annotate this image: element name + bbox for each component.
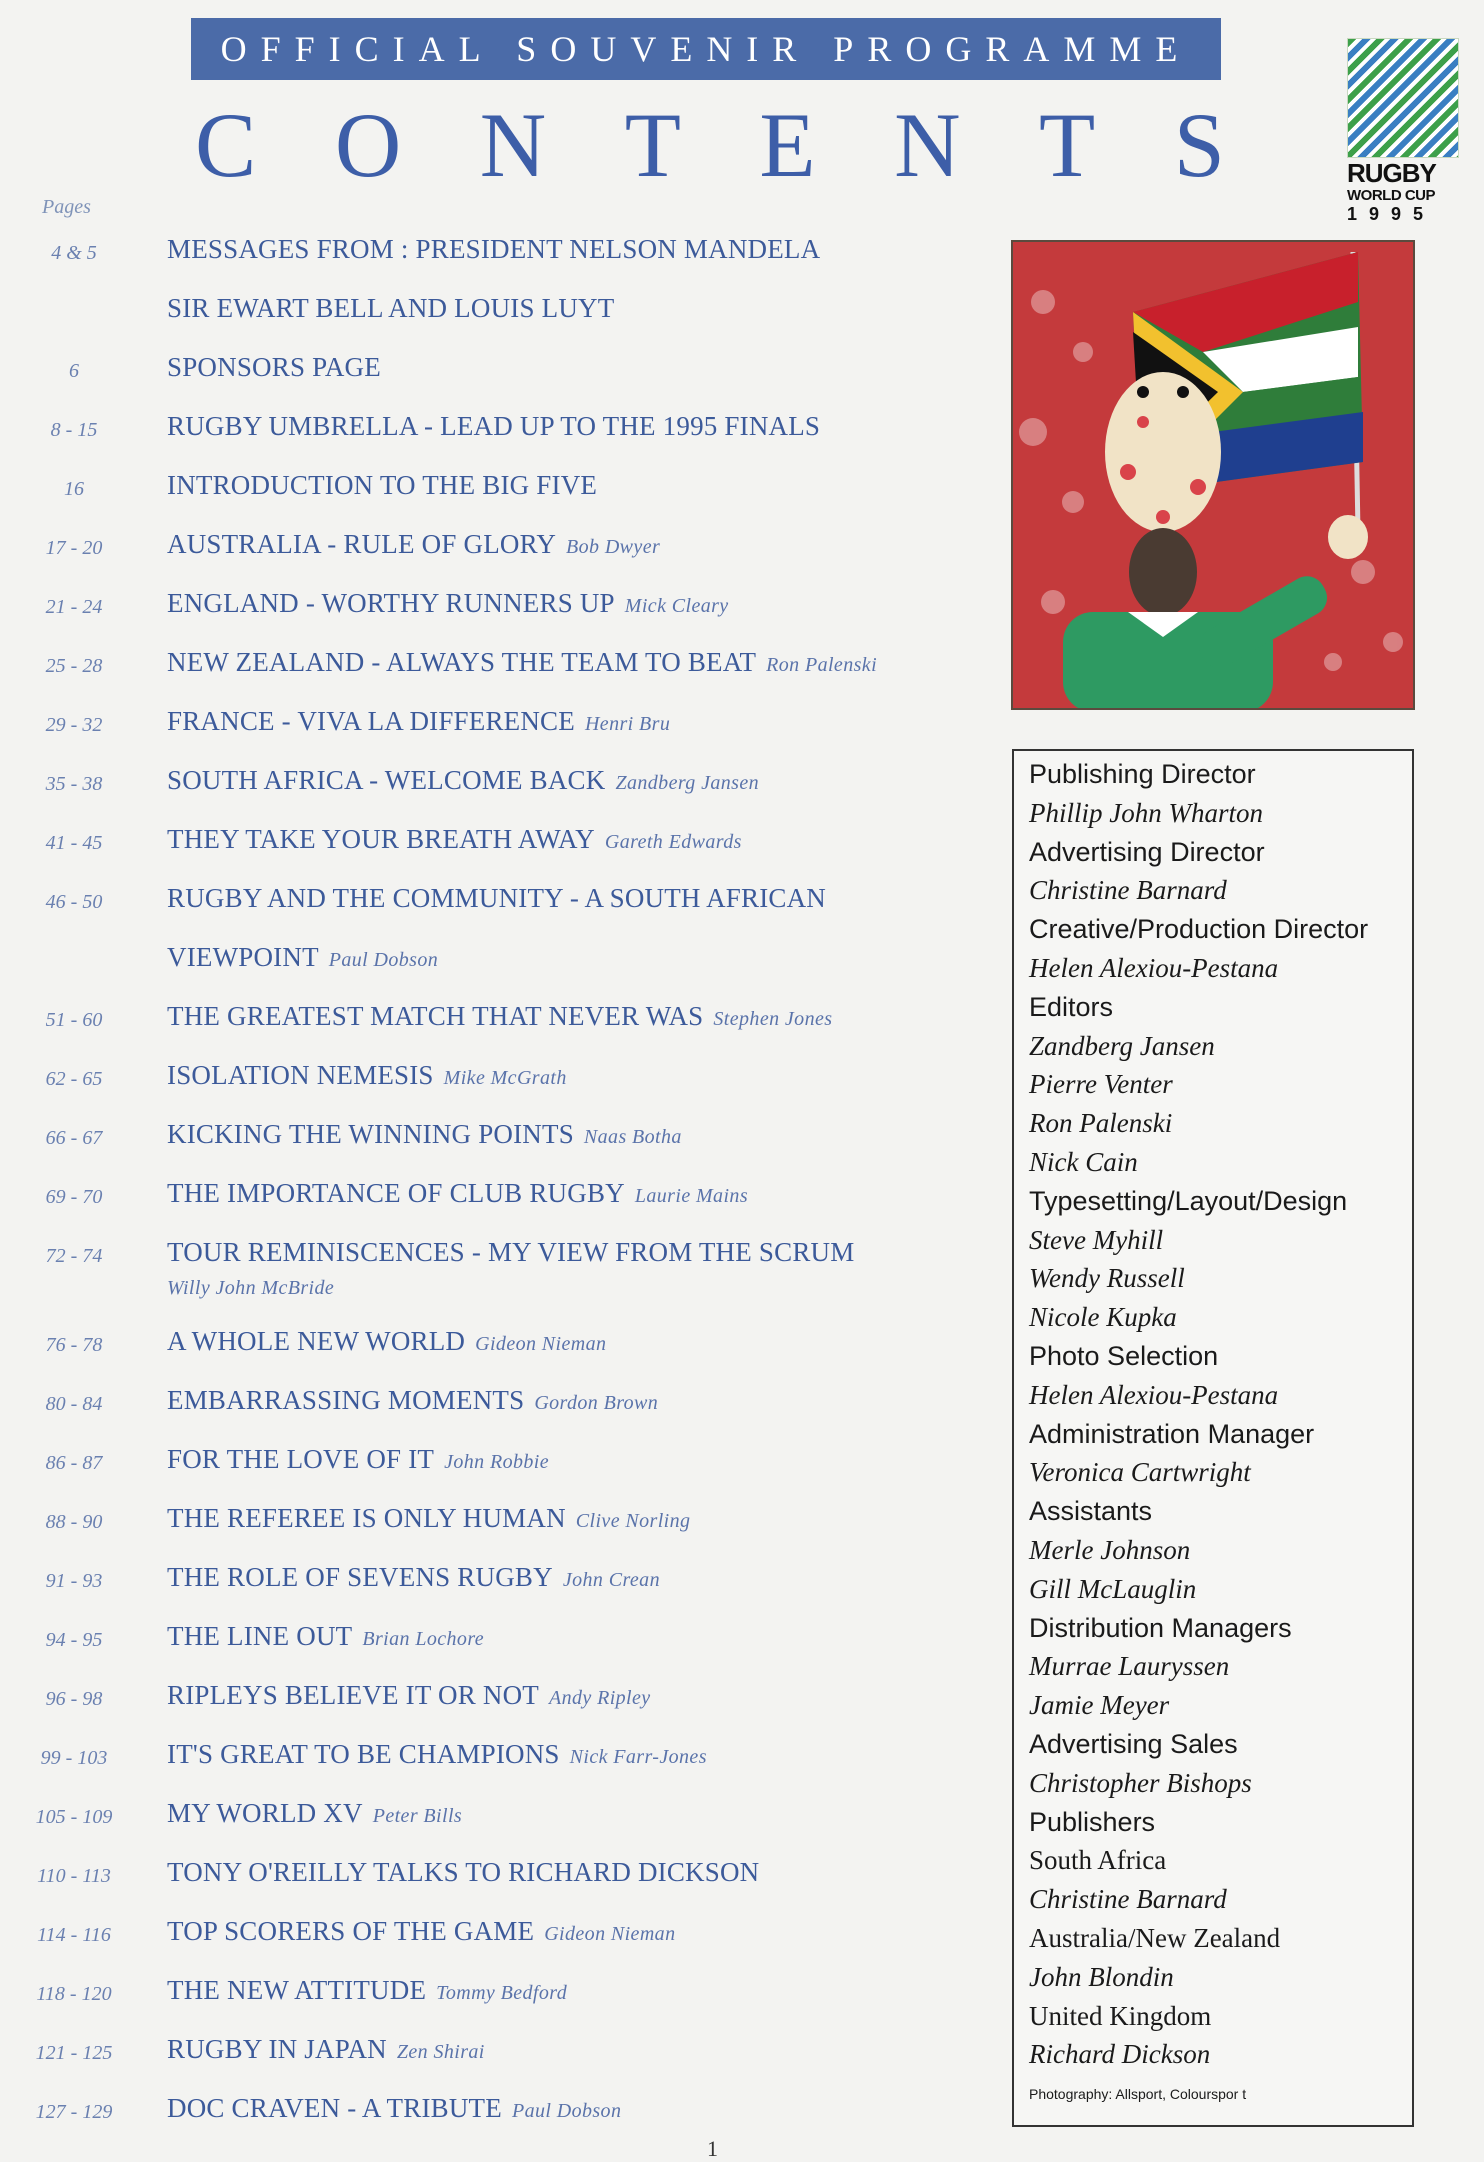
heading-letter: S xyxy=(1173,94,1225,196)
toc-title-text: THEY TAKE YOUR BREATH AWAY xyxy=(167,824,595,854)
toc-article-title xyxy=(167,588,729,619)
toc-title-text: SIR EWART BELL AND LOUIS LUYT xyxy=(167,293,615,323)
credit-name: Christine Barnard xyxy=(1029,875,1227,906)
toc-author: Andy Ripley xyxy=(548,1687,651,1709)
contents-heading xyxy=(195,92,1225,198)
toc-title-text: FRANCE - VIVA LA DIFFERENCE xyxy=(167,706,575,736)
heading-letter: E xyxy=(759,94,816,196)
toc-page-range: 86 - 87 xyxy=(45,1452,103,1474)
toc-author: Stephen Jones xyxy=(713,1008,833,1030)
toc-title-text: INTRODUCTION TO THE BIG FIVE xyxy=(167,470,598,500)
toc-article-title xyxy=(167,1237,854,1268)
toc-title-text: THE GREATEST MATCH THAT NEVER WAS xyxy=(167,1001,704,1031)
toc-author: Zen Shirai xyxy=(396,2041,485,2063)
toc-page-range: 6 xyxy=(69,360,79,382)
credit-name: Nicole Kupka xyxy=(1029,1302,1177,1333)
credit-role: Editors xyxy=(1029,991,1114,1022)
toc-author: Ron Palenski xyxy=(766,654,878,676)
toc-page-range: 35 - 38 xyxy=(45,773,103,795)
toc-title-text: RUGBY AND THE COMMUNITY - A SOUTH AFRICAN xyxy=(167,883,827,913)
credit-name: Nick Cain xyxy=(1029,1147,1138,1177)
credit-role: Publishing Director xyxy=(1029,759,1256,789)
mascot-with-flag-illustration xyxy=(1013,242,1413,708)
pages-column-label: Pages xyxy=(42,196,91,218)
toc-article-title xyxy=(167,1798,462,1829)
toc-author: Willy John McBride xyxy=(167,1277,335,1299)
toc-article-title xyxy=(167,1975,567,2006)
toc-page-range: 94 - 95 xyxy=(45,1629,103,1651)
toc-article-title xyxy=(167,1739,707,1770)
toc-page-range: 110 - 113 xyxy=(37,1865,111,1887)
logo-line-1: RUGBY xyxy=(1347,158,1436,188)
heading-letter: T xyxy=(1039,94,1096,196)
toc-article-title xyxy=(167,1857,759,1888)
credit-name: Steve Myhill xyxy=(1029,1224,1164,1255)
toc-author: Nick Farr-Jones xyxy=(569,1746,707,1768)
souvenir-banner: OFFICIAL SOUVENIR PROGRAMME xyxy=(191,18,1221,80)
credit-name: Pierre Venter xyxy=(1029,1069,1173,1100)
toc-title-text: RUGBY UMBRELLA - LEAD UP TO THE 1995 FINALS xyxy=(167,411,821,441)
heading-letter: T xyxy=(624,94,681,196)
toc-article-title xyxy=(167,1503,690,1534)
toc-title-text: RUGBY IN JAPAN xyxy=(167,2034,387,2064)
toc-page-range: 121 - 125 xyxy=(35,2042,113,2064)
toc-page-range: 114 - 116 xyxy=(37,1924,111,1946)
toc-author: Clive Norling xyxy=(575,1510,691,1532)
toc-page-range: 118 - 120 xyxy=(36,1983,112,2005)
toc-article-title xyxy=(167,1916,675,1947)
toc-page-range: 91 - 93 xyxy=(45,1570,103,1592)
credit-region: United Kingdom xyxy=(1029,2000,1212,2031)
toc-title-text: TOP SCORERS OF THE GAME xyxy=(167,1916,535,1946)
credit-name: Veronica Cartwright xyxy=(1029,1457,1251,1488)
toc-title-text: A WHOLE NEW WORLD xyxy=(167,1326,466,1356)
credit-role: Administration Manager xyxy=(1029,1418,1315,1449)
toc-article-title xyxy=(167,1178,748,1209)
toc-page-range: 29 - 32 xyxy=(45,714,103,736)
toc-author: Gideon Nieman xyxy=(544,1923,676,1945)
credit-name: Christine Barnard xyxy=(1029,1884,1227,1915)
credit-role: Assistants xyxy=(1029,1496,1153,1527)
toc-article-title xyxy=(167,883,826,914)
toc-title-text: DOC CRAVEN - A TRIBUTE xyxy=(167,2093,502,2123)
credit-name: Christopher Bishops xyxy=(1029,1767,1252,1798)
toc-page-range: 88 - 90 xyxy=(45,1511,103,1533)
toc-title-text: KICKING THE WINNING POINTS xyxy=(167,1119,574,1149)
toc-author: Gideon Nieman xyxy=(475,1333,607,1355)
toc-article-title xyxy=(167,2093,621,2124)
toc-title-text: EMBARRASSING MOMENTS xyxy=(167,1385,525,1415)
toc-page-range: 76 - 78 xyxy=(45,1334,103,1356)
credit-name: Ron Palenski xyxy=(1029,1108,1173,1139)
toc-article-title xyxy=(167,1680,651,1711)
credit-name: Richard Dickson xyxy=(1029,2039,1211,2070)
toc-article-title xyxy=(167,293,614,324)
credit-name: John Blondin xyxy=(1029,1961,1174,1992)
toc-page-range: 96 - 98 xyxy=(45,1688,103,1710)
toc-page-range: 72 - 74 xyxy=(45,1245,103,1267)
toc-title-text: THE LINE OUT xyxy=(167,1621,353,1651)
credit-name: Merle Johnson xyxy=(1029,1535,1191,1565)
toc-title-text: THE ROLE OF SEVENS RUGBY xyxy=(167,1562,553,1592)
toc-article-title xyxy=(167,824,742,855)
toc-page-range: 46 - 50 xyxy=(45,891,103,913)
toc-article-title xyxy=(167,942,438,973)
credit-name: Jamie Meyer xyxy=(1029,1690,1170,1721)
toc-page-range: 21 - 24 xyxy=(45,596,103,618)
credit-role: Publishers xyxy=(1029,1806,1156,1837)
credit-name: Gill McLauglin xyxy=(1029,1573,1197,1604)
toc-author: Peter Bills xyxy=(372,1805,463,1827)
toc-author: Zandberg Jansen xyxy=(615,772,760,794)
toc-title-text: RIPLEYS BELIEVE IT OR NOT xyxy=(167,1680,539,1710)
toc-article-title xyxy=(167,706,670,737)
credit-name: Murrae Lauryssen xyxy=(1029,1651,1230,1682)
toc-title-text: THE NEW ATTITUDE xyxy=(167,1975,427,2005)
toc-page-range: 66 - 67 xyxy=(45,1127,103,1149)
toc-author: Tommy Bedford xyxy=(436,1982,568,2004)
credit-note: Photography: Allsport, Colourspor t xyxy=(1029,2086,1247,2103)
toc-page-range: 17 - 20 xyxy=(45,537,103,559)
toc-title-text: ISOLATION NEMESIS xyxy=(167,1060,434,1090)
logo-line-3: 1995 xyxy=(1347,204,1436,224)
credit-role: Advertising Director xyxy=(1029,836,1265,867)
toc-article-title xyxy=(167,234,820,265)
toc-article-title xyxy=(167,2034,485,2065)
toc-article-title xyxy=(167,1326,606,1357)
heading-letter: N xyxy=(894,94,961,196)
toc-page-range: 99 - 103 xyxy=(40,1747,108,1769)
toc-title-text: SOUTH AFRICA - WELCOME BACK xyxy=(167,765,606,795)
toc-author: Gareth Edwards xyxy=(604,831,742,853)
mascot-photo xyxy=(1011,240,1415,710)
toc-page-range: 69 - 70 xyxy=(45,1186,103,1208)
credit-name: Wendy Russell xyxy=(1029,1263,1185,1294)
toc-page-range: 62 - 65 xyxy=(45,1068,103,1090)
toc-title-text: MY WORLD XV xyxy=(167,1798,363,1828)
toc-title-text: ENGLAND - WORTHY RUNNERS UP xyxy=(167,588,615,618)
toc-page-range: 8 - 15 xyxy=(50,419,98,441)
credits-box xyxy=(1012,749,1414,2127)
toc-title-text: THE IMPORTANCE OF CLUB RUGBY xyxy=(167,1178,625,1208)
credit-role: Typesetting/Layout/Design xyxy=(1029,1185,1348,1216)
toc-article-title xyxy=(167,470,597,501)
toc-author: Henri Bru xyxy=(584,713,671,735)
toc-article-title xyxy=(167,1060,567,1091)
toc-article-title xyxy=(167,647,877,678)
credit-region: Australia/New Zealand xyxy=(1029,1923,1281,1953)
logo-line-2: WORLD CUP xyxy=(1347,187,1435,204)
toc-title-text: NEW ZEALAND - ALWAYS THE TEAM TO BEAT xyxy=(167,647,757,677)
toc-page-range: 105 - 109 xyxy=(35,1806,113,1828)
toc-title-text: SPONSORS PAGE xyxy=(167,352,381,382)
toc-page-range: 4 & 5 xyxy=(51,242,97,264)
heading-letter: N xyxy=(479,94,547,196)
toc-author: Laurie Mains xyxy=(634,1185,748,1207)
credit-role: Photo Selection xyxy=(1029,1341,1219,1371)
page-number: 1 xyxy=(707,2136,718,2161)
credit-name: Helen Alexiou-Pestana xyxy=(1029,953,1279,983)
toc-article-title xyxy=(167,352,381,383)
toc-author: John Crean xyxy=(562,1569,660,1591)
toc-title-text: THE REFEREE IS ONLY HUMAN xyxy=(167,1503,566,1533)
toc-page-range: 127 - 129 xyxy=(35,2101,113,2123)
credit-role: Creative/Production Director xyxy=(1029,914,1369,945)
toc-author: Paul Dobson xyxy=(511,2100,622,2122)
toc-author: Bob Dwyer xyxy=(566,536,661,558)
credit-name: Phillip John Wharton xyxy=(1029,797,1263,828)
credit-name: Helen Alexiou-Pestana xyxy=(1029,1379,1279,1410)
toc-article-title xyxy=(167,1001,832,1032)
toc-article-title xyxy=(167,1119,682,1150)
toc-page-range: 80 - 84 xyxy=(45,1393,103,1415)
toc-article-title xyxy=(167,1562,660,1593)
toc-title-text: MESSAGES FROM : PRESIDENT NELSON MANDELA xyxy=(167,234,821,264)
toc-title-text: IT'S GREAT TO BE CHAMPIONS xyxy=(167,1739,560,1769)
credit-name: Zandberg Jansen xyxy=(1029,1030,1215,1061)
toc-article-title xyxy=(167,411,820,442)
toc-author: Mick Cleary xyxy=(624,595,729,617)
toc-author: Gordon Brown xyxy=(534,1392,659,1414)
toc-author: Mike McGrath xyxy=(443,1067,567,1089)
credit-region: South Africa xyxy=(1029,1845,1167,1876)
credit-role: Distribution Managers xyxy=(1029,1612,1292,1643)
toc-author: John Robbie xyxy=(444,1451,550,1473)
toc-title-text: FOR THE LOVE OF IT xyxy=(167,1444,435,1474)
toc-article-title xyxy=(167,1621,484,1652)
logo-stripes-graphic xyxy=(1347,38,1459,158)
toc-article-title xyxy=(167,1444,549,1475)
toc-page-range: 25 - 28 xyxy=(45,655,103,677)
toc-title-text: AUSTRALIA - RULE OF GLORY xyxy=(167,529,557,559)
toc-article-title xyxy=(167,529,660,560)
toc-title-text: TOUR REMINISCENCES - MY VIEW FROM THE SCRUM xyxy=(167,1237,855,1267)
toc-author: Brian Lochore xyxy=(362,1628,485,1650)
toc-title-text: TONY O'REILLY TALKS TO RICHARD DICKSON xyxy=(167,1857,760,1887)
toc-article-title xyxy=(167,765,759,796)
rugby-world-cup-logo xyxy=(1347,38,1459,224)
heading-letter: C xyxy=(195,94,257,196)
toc-author: Naas Botha xyxy=(583,1126,682,1148)
toc-author: Paul Dobson xyxy=(328,949,439,971)
toc-page-range: 51 - 60 xyxy=(45,1009,103,1031)
toc-page-range: 16 xyxy=(64,478,84,500)
toc-title-text: VIEWPOINT xyxy=(167,942,319,972)
toc-page-range: 41 - 45 xyxy=(45,832,103,854)
credit-role: Advertising Sales xyxy=(1029,1729,1238,1759)
toc-article-title xyxy=(167,1385,658,1416)
heading-letter: O xyxy=(334,94,402,196)
